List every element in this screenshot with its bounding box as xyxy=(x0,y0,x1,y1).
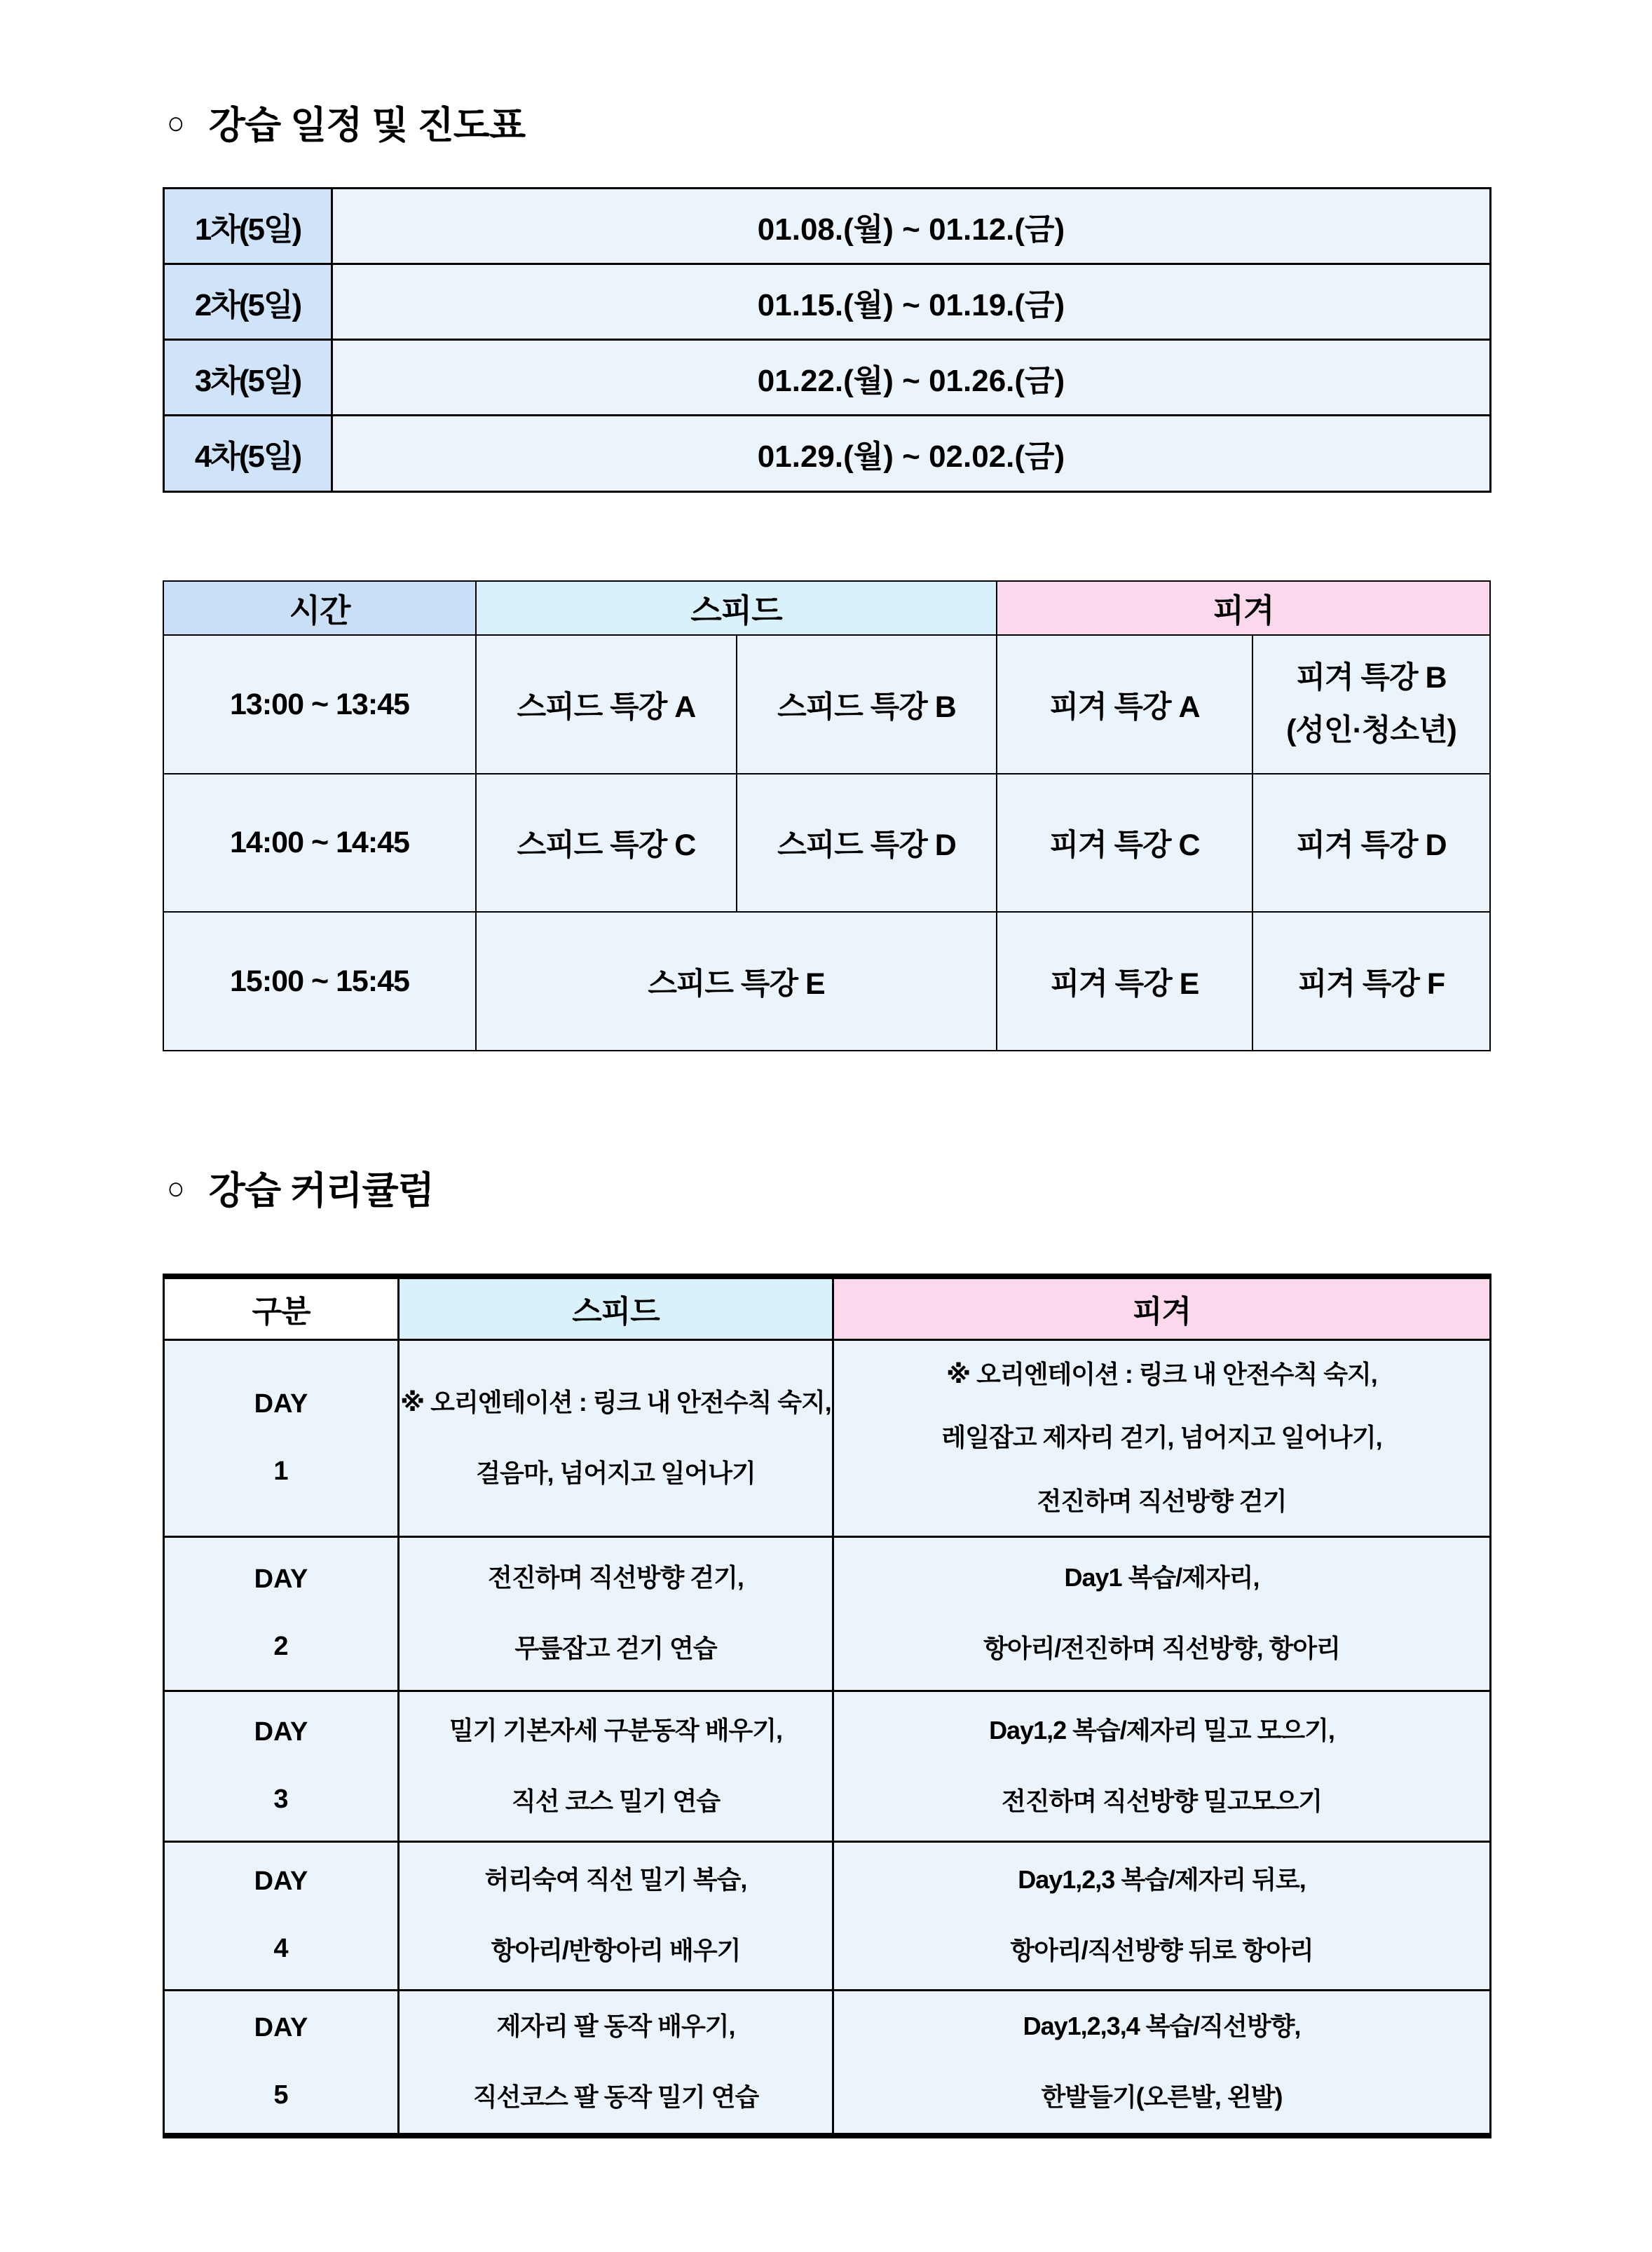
curriculum-line: 무릎잡고 걷기 연습 xyxy=(514,1634,717,1663)
curriculum-line: 직선 코스 밀기 연습 xyxy=(511,1786,721,1815)
speed-class-cell: 스피드 특강 A xyxy=(476,635,737,774)
figure-class-audience: (성인·청소년) xyxy=(1286,714,1456,747)
figure-class-cell: 피겨 특강 C xyxy=(997,774,1252,912)
figure-class-cell: 피겨 특강 D xyxy=(1252,774,1490,912)
day-word: DAY xyxy=(254,2013,308,2043)
round-dates: 01.08.(월) ~ 01.12.(금) xyxy=(332,189,1491,264)
header-speed: 스피드 xyxy=(476,581,997,635)
day-cell xyxy=(164,1990,399,2136)
curriculum-line: 전진하며 직선방향 걷기 xyxy=(1037,1486,1287,1515)
table-row xyxy=(164,416,1491,492)
table-row xyxy=(164,189,1491,264)
curriculum-line: 걸음마, 넘어지고 일어나기 xyxy=(476,1458,756,1487)
table-row xyxy=(163,635,1490,774)
section-title-schedule xyxy=(166,95,525,149)
figure-curriculum-cell xyxy=(833,1691,1491,1841)
lecture-timetable xyxy=(163,580,1491,1051)
curriculum-line: 전진하며 직선방향 걷기, xyxy=(488,1563,744,1592)
day-number: 5 xyxy=(273,2080,289,2110)
curriculum-line: ※ 오리엔테이션 : 링크 내 안전수칙 숙지, xyxy=(946,1359,1377,1388)
header-time: 시간 xyxy=(163,581,476,635)
table-row xyxy=(164,1339,1491,1536)
figure-curriculum-cell xyxy=(833,1536,1491,1691)
day-cell xyxy=(164,1841,399,1990)
table-header-row xyxy=(163,581,1490,635)
header-figure: 피겨 xyxy=(997,581,1490,635)
day-number: 3 xyxy=(273,1784,289,1814)
curriculum-line: 항아리/전진하며 직선방향, 항아리 xyxy=(983,1634,1340,1663)
time-slot: 14:00 ~ 14:45 xyxy=(163,774,476,912)
curriculum-line: Day1,2 복습/제자리 밀고 모으기, xyxy=(989,1715,1334,1745)
header-speed: 스피드 xyxy=(399,1276,833,1339)
table-row xyxy=(164,1691,1491,1841)
round-dates: 01.22.(월) ~ 01.26.(금) xyxy=(332,340,1491,416)
round-dates: 01.15.(월) ~ 01.19.(금) xyxy=(332,264,1491,340)
curriculum-line: Day1,2,3 복습/제자리 뒤로, xyxy=(1018,1865,1306,1895)
figure-class-name: 피겨 특강 B xyxy=(1296,660,1447,695)
day-word: DAY xyxy=(254,1564,308,1595)
speed-class-cell: 스피드 특강 C xyxy=(476,774,737,912)
table-row xyxy=(164,1841,1491,1990)
circle-bullet-icon: ○ xyxy=(167,1169,184,1206)
day-word: DAY xyxy=(254,1717,308,1747)
header-figure: 피겨 xyxy=(833,1276,1491,1339)
figure-class-cell: 피겨 특강 E xyxy=(997,912,1252,1051)
round-label: 4차(5일) xyxy=(164,416,332,492)
curriculum-line: 레일잡고 제자리 걷기, 넘어지고 일어나기, xyxy=(941,1423,1382,1452)
speed-class-cell: 스피드 특강 B xyxy=(737,635,997,774)
speed-class-cell-merged: 스피드 특강 E xyxy=(476,912,997,1051)
speed-curriculum-cell xyxy=(399,1536,833,1691)
table-row xyxy=(163,774,1490,912)
curriculum-line: 항아리/직선방향 뒤로 항아리 xyxy=(1010,1936,1313,1965)
table-row xyxy=(164,340,1491,416)
time-slot: 13:00 ~ 13:45 xyxy=(163,635,476,774)
curriculum-line: 제자리 팔 동작 배우기, xyxy=(496,2012,735,2041)
table-row xyxy=(164,264,1491,340)
table-row xyxy=(164,1536,1491,1691)
section-title-schedule-text: 강습 일정 및 진도표 xyxy=(208,104,526,146)
speed-curriculum-cell xyxy=(399,1691,833,1841)
speed-curriculum-cell xyxy=(399,1841,833,1990)
figure-class-cell: 피겨 특강 A xyxy=(997,635,1252,774)
day-number: 1 xyxy=(273,1456,289,1486)
curriculum-line: 밀기 기본자세 구분동작 배우기, xyxy=(449,1715,783,1745)
round-label: 1차(5일) xyxy=(164,189,332,264)
time-slot: 15:00 ~ 15:45 xyxy=(163,912,476,1051)
rounds-dates-table xyxy=(163,187,1491,493)
figure-class-cell xyxy=(1252,635,1490,774)
figure-curriculum-cell xyxy=(833,1339,1491,1536)
curriculum-line: Day1 복습/제자리, xyxy=(1064,1563,1260,1592)
curriculum-line: ※ 오리엔테이션 : 링크 내 안전수칙 숙지, xyxy=(400,1387,831,1417)
header-category: 구분 xyxy=(164,1276,399,1339)
figure-class-cell: 피겨 특강 F xyxy=(1252,912,1490,1051)
speed-curriculum-cell xyxy=(399,1339,833,1536)
speed-class-cell: 스피드 특강 D xyxy=(737,774,997,912)
day-cell xyxy=(164,1691,399,1841)
day-cell xyxy=(164,1339,399,1536)
section-title-curriculum-text: 강습 커리큘럼 xyxy=(208,1170,434,1212)
table-header-row xyxy=(164,1276,1491,1339)
curriculum-line: 허리숙여 직선 밀기 복습, xyxy=(484,1865,747,1895)
circle-bullet-icon: ○ xyxy=(167,104,184,141)
day-number: 2 xyxy=(273,1632,289,1661)
table-row xyxy=(163,912,1490,1051)
curriculum-line: Day1,2,3,4 복습/직선방향, xyxy=(1023,2012,1301,2041)
day-word: DAY xyxy=(254,1388,308,1419)
round-dates: 01.29.(월) ~ 02.02.(금) xyxy=(332,416,1491,492)
table-row xyxy=(164,1990,1491,2136)
day-cell xyxy=(164,1536,399,1691)
curriculum-table xyxy=(163,1274,1491,2138)
day-word: DAY xyxy=(254,1867,308,1897)
figure-curriculum-cell xyxy=(833,1990,1491,2136)
curriculum-line: 한발들기(오른발, 왼발) xyxy=(1041,2082,1283,2111)
curriculum-line: 항아리/반항아리 배우기 xyxy=(491,1936,741,1965)
speed-curriculum-cell xyxy=(399,1990,833,2136)
curriculum-line: 전진하며 직선방향 밀고모으기 xyxy=(1001,1786,1323,1815)
round-label: 2차(5일) xyxy=(164,264,332,340)
section-title-curriculum xyxy=(166,1161,434,1215)
round-label: 3차(5일) xyxy=(164,340,332,416)
figure-curriculum-cell xyxy=(833,1841,1491,1990)
curriculum-line: 직선코스 팔 동작 밀기 연습 xyxy=(472,2082,759,2111)
day-number: 4 xyxy=(273,1934,289,1963)
